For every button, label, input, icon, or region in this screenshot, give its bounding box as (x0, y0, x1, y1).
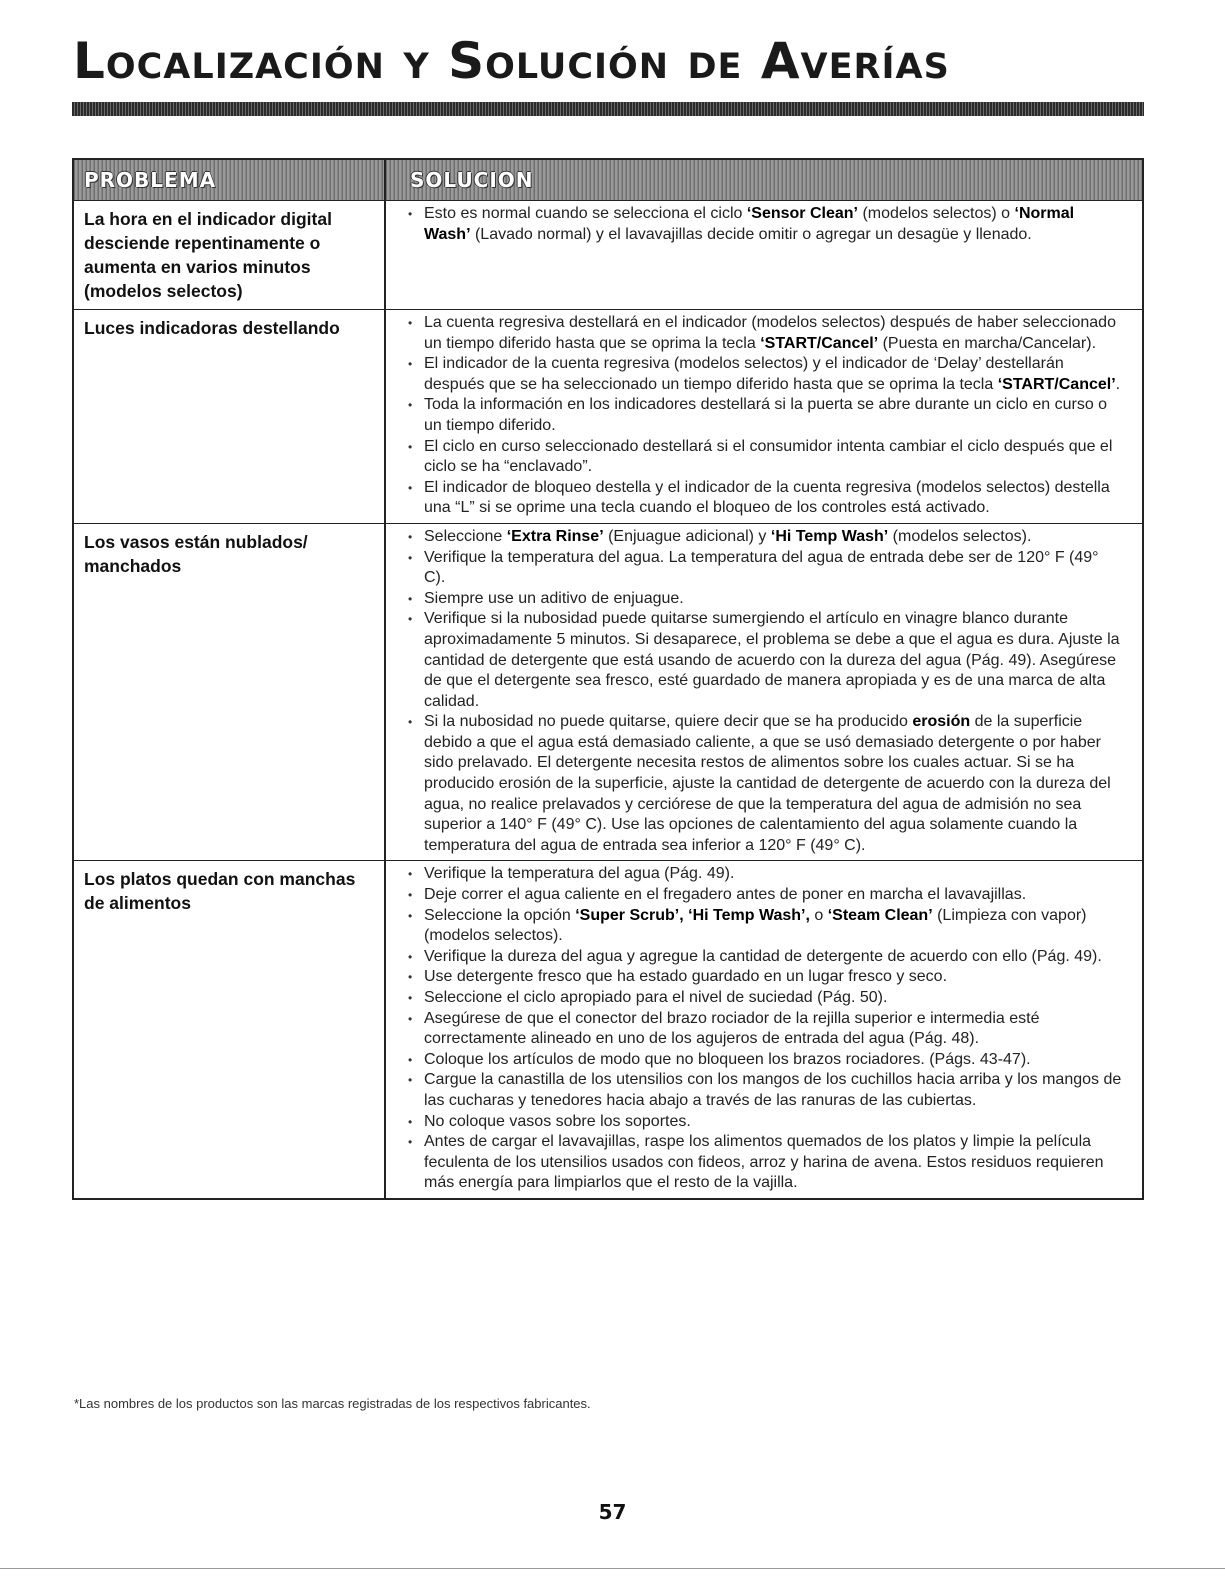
header-solution: SOLUCION (410, 168, 534, 192)
problem-cell: Los vasos están nublados/ manchados (74, 524, 386, 861)
solution-text: El indicador de la cuenta regresiva (modelos selectos) y el indicador de ‘Delay’ destellarán después que se ha seleccionado un tiempo diferido hasta que se oprima la tecla (424, 355, 1064, 393)
solution-text: Coloque los artículos de modo que no bloqueen los brazos rociadores. (Págs. 43-47). (424, 1050, 1031, 1068)
solution-text: Seleccione la opción (424, 906, 576, 924)
solution-item (402, 864, 1122, 885)
solution-item (402, 354, 1122, 395)
solution-text: Antes de cargar el lavavajillas, raspe los alimentos quemados de los platos y limpie la película feculenta de los utensilios usados con fideos, arroz y harina de avena. Estos residuos requieren más energía para limpiarlos que el resto de la vajilla. (424, 1133, 1104, 1192)
solution-item (402, 906, 1122, 947)
solution-item (402, 437, 1122, 478)
solution-item (402, 1112, 1122, 1133)
table-row (74, 310, 1142, 524)
problem-cell: La hora en el indicador digital desciende repentinamente o aumenta en varios minutos (modelos selectos) (74, 201, 386, 309)
solution-item (402, 947, 1122, 968)
solution-text: o (809, 906, 828, 924)
table-row (74, 524, 1142, 862)
solution-text: Seleccione el ciclo apropiado para el nivel de suciedad (Pág. 50). (424, 989, 888, 1006)
solution-text: Toda la información en los indicadores destellará si la puerta se abre durante un ciclo en curso o un tiempo diferido. (424, 396, 1108, 434)
troubleshooting-table (72, 158, 1144, 1200)
problem-cell: Luces indicadoras destellando (74, 310, 386, 523)
solution-text: Use detergente fresco que ha estado guardado en un lugar fresco y seco. (424, 968, 948, 986)
solution-text: Verifique si la nubosidad puede quitarse sumergiendo el artículo en vinagre blanco durante aproximadamente 5 minutos. Si desaparece, el problema se debe a que el agua es dura. Ajuste la cantidad de detergente que está usando de acuerdo con la dureza del agua (Pág. 49). Asegúrese de que el detergente sea fresco, esté guardado de manera apropiada y es de una marca de alta calidad. (424, 610, 1120, 710)
solution-emphasis: erosión (912, 713, 971, 731)
solution-emphasis: ‘Super Scrub’, ‘Hi Temp Wash’, (575, 906, 810, 924)
solution-cell (386, 201, 1142, 309)
solution-text: (Puesta en marcha/Cancelar). (878, 334, 1097, 352)
page-title: Localización y Solución de Averías (73, 32, 950, 90)
solution-text: Esto es normal cuando se selecciona el ciclo (424, 205, 747, 222)
solution-text: Verifique la dureza del agua y agregue la cantidad de detergente de acuerdo con ello (Pág. 49). (424, 947, 1102, 965)
solution-text: (modelos selectos) o (858, 205, 1015, 222)
solution-emphasis: ‘Hi Temp Wash’ (770, 527, 889, 545)
solution-cell (386, 524, 1142, 861)
solution-text: (Enjuague adicional) y (603, 527, 771, 545)
solution-item (402, 885, 1122, 906)
solution-item (402, 395, 1122, 436)
title-rule (72, 102, 1144, 116)
solution-list (402, 204, 1122, 245)
solution-text: Verifique la temperatura del agua. La temperatura del agua de entrada debe ser de 120° F (49° C). (424, 548, 1099, 587)
solution-text: No coloque vasos sobre los soportes. (424, 1112, 691, 1130)
page-number: 57 (598, 1500, 627, 1524)
solution-text: (modelos selectos). (888, 527, 1032, 545)
header-solution-cell (386, 160, 1142, 200)
solution-text: El ciclo en curso seleccionado destellará si el consumidor intenta cambiar el ciclo después que el ciclo se ha “enclavado”. (424, 437, 1113, 476)
solution-item (402, 1050, 1122, 1071)
solution-item (402, 712, 1122, 856)
solution-emphasis: ‘Extra Rinse’ (506, 527, 604, 545)
solution-text: Siempre use un aditivo de enjuague. (424, 589, 684, 607)
table-row (74, 861, 1142, 1198)
solution-text: . (1115, 375, 1121, 393)
solution-emphasis: ‘Sensor Clean’ (746, 205, 858, 222)
solution-item (402, 313, 1122, 354)
problem-cell: Los platos quedan con manchas de alimentos (74, 861, 386, 1198)
header-problem-cell (74, 160, 386, 200)
solution-list (402, 864, 1122, 1194)
solution-list (402, 313, 1122, 519)
bottom-rule (0, 1568, 1225, 1569)
solution-text: (Lavado normal) y el lavavajillas decide omitir o agregar un desagüe y llenado. (470, 225, 1032, 243)
solution-text: Seleccione (424, 527, 507, 545)
solution-item (402, 1132, 1122, 1194)
solution-text: (Limpieza con vapor) (modelos selectos). (424, 906, 1087, 945)
solution-text: La cuenta regresiva destellará en el indicador (modelos selectos) después de haber seleccionado un tiempo diferido hasta que se oprima la tecla (424, 314, 1116, 352)
solution-emphasis: ‘Normal Wash’ (424, 205, 1075, 243)
solution-item (402, 204, 1122, 245)
solution-item (402, 967, 1122, 988)
solution-text: El indicador de bloqueo destella y el indicador de la cuenta regresiva (modelos selectos) destella una “L” si se oprime una tecla cuando el bloqueo de los controles está activado. (424, 478, 1110, 517)
solution-item (402, 478, 1122, 519)
solution-item (402, 609, 1122, 712)
solution-text: Cargue la canastilla de los utensilios con los mangos de los cuchillos hacia arriba y los mangos de las cucharas y tenedores hacia abajo a través de las ranuras de las cubiertas. (424, 1071, 1122, 1109)
table-body (74, 201, 1142, 1198)
table-header (74, 160, 1142, 201)
solution-list (402, 527, 1122, 857)
solution-cell (386, 310, 1142, 523)
solution-emphasis: ‘Steam Clean’ (827, 906, 933, 924)
footnote: *Las nombres de los productos son las marcas registradas de los respectivos fabricantes. (74, 1396, 591, 1411)
solution-text: Asegúrese de que el conector del brazo rociador de la rejilla superior e intermedia esté correctamente alineado en uno de los agujeros de entrada del agua (Pág. 48). (424, 1009, 1040, 1048)
solution-text: Si la nubosidad no puede quitarse, quiere decir que se ha producido (424, 713, 913, 731)
solution-item (402, 1009, 1122, 1050)
solution-item (402, 589, 1122, 610)
solution-text: Deje correr el agua caliente en el fregadero antes de poner en marcha el lavavajillas. (424, 886, 1027, 904)
solution-item (402, 1070, 1122, 1111)
solution-item (402, 988, 1122, 1009)
solution-text: Verifique la temperatura del agua (Pág. 49). (424, 865, 735, 883)
solution-item (402, 527, 1122, 548)
solution-emphasis: ‘START/Cancel’ (997, 375, 1116, 393)
header-problem: PROBLEMA (84, 168, 217, 192)
table-row (74, 201, 1142, 310)
solution-item (402, 548, 1122, 589)
solution-text: de la superficie debido a que el agua está demasiado caliente, a que se usó demasiado detergente o por haber sido prelavado. El detergente necesita restos de alimentos sobre los cuales actuar. Si se ha producido erosión de la superficie, ajuste la cantidad de detergente de acuerdo con la dureza del agua, no realice prelavados y cerciórese de que la temperatura del agua de admisión no sea superior a 140° F (49° C). Use las opciones de calentamiento del agua solamente cuando la temperatura del agua de entrada sea inferior a 120° F (49° C). (424, 713, 1111, 854)
solution-cell (386, 861, 1142, 1198)
solution-emphasis: ‘START/Cancel’ (760, 334, 879, 352)
